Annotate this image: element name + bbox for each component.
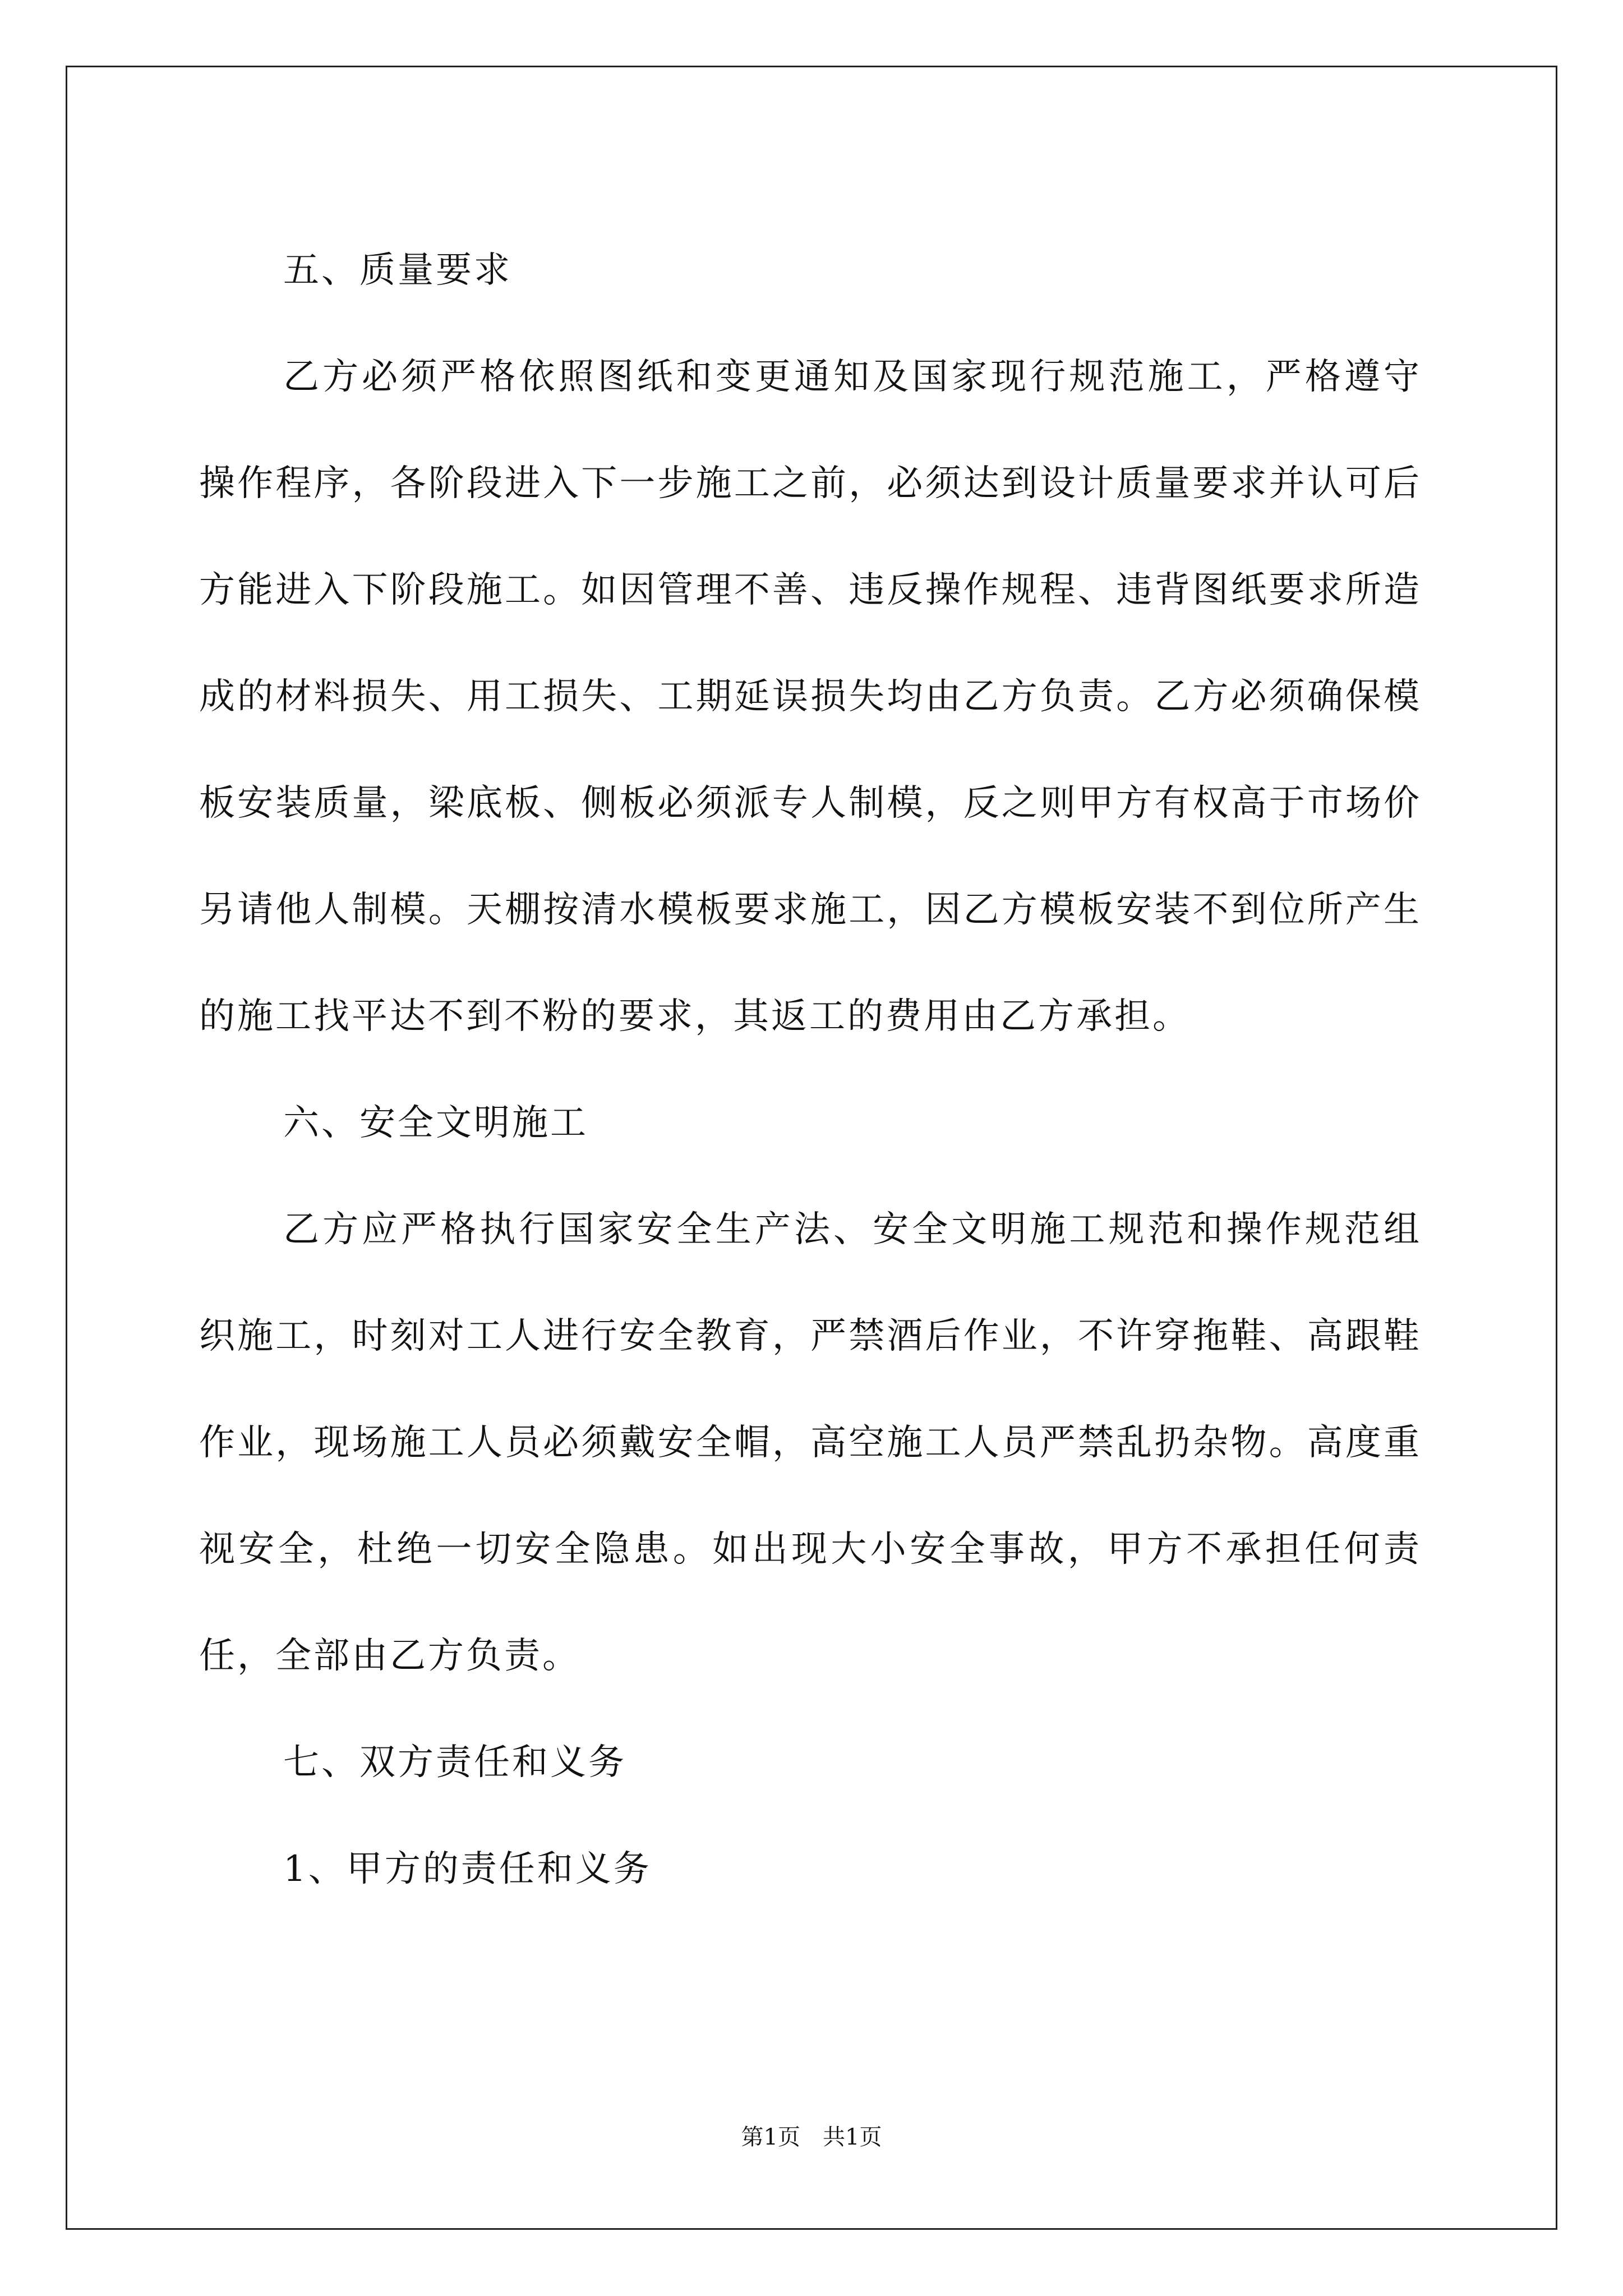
paragraph-safety-construction: 乙方应严格执行国家安全生产法、安全文明施工规范和操作规范组织施工，时刻对工人进行安全教育，严禁酒后作业，不许穿拖鞋、高跟鞋作业，现场施工人员必须戴安全帽，高空施工人员严禁乱扔杂物。高度重视安全，杜绝一切安全隐患。如出现大小安全事故，甲方不承担任何责任，全部由乙方负责。 xyxy=(199,1209,1422,1677)
section-heading-quality: 五、质量要求 xyxy=(283,250,512,291)
paragraph-quality-requirements: 乙方必须严格依照图纸和变更通知及国家现行规范施工，严格遵守操作程序，各阶段进入下一步施工之前，必须达到设计质量要求并认可后方能进入下阶段施工。如因管理不善、违反操作规程、违背图纸要求所造成的材料损失、用工损失、工期延误损失均由乙方负责。乙方必须确保模板安装质量，梁底板、侧板必须派专人制模，反之则甲方有权高于市场价另请他人制模。天棚按清水模板要求施工，因乙方模板安装不到位所产生的施工找平达不到不粉的要求，其返工的费用由乙方承担。 xyxy=(199,356,1422,1037)
document-body xyxy=(199,217,1422,1922)
section-heading-responsibilities: 七、双方责任和义务 xyxy=(283,1742,626,1783)
page-footer: 第1页 共1页 xyxy=(741,2124,882,2150)
subsection-heading-party-a: 1、甲方的责任和义务 xyxy=(283,1848,652,1890)
section-heading-safety: 六、安全文明施工 xyxy=(283,1102,588,1144)
